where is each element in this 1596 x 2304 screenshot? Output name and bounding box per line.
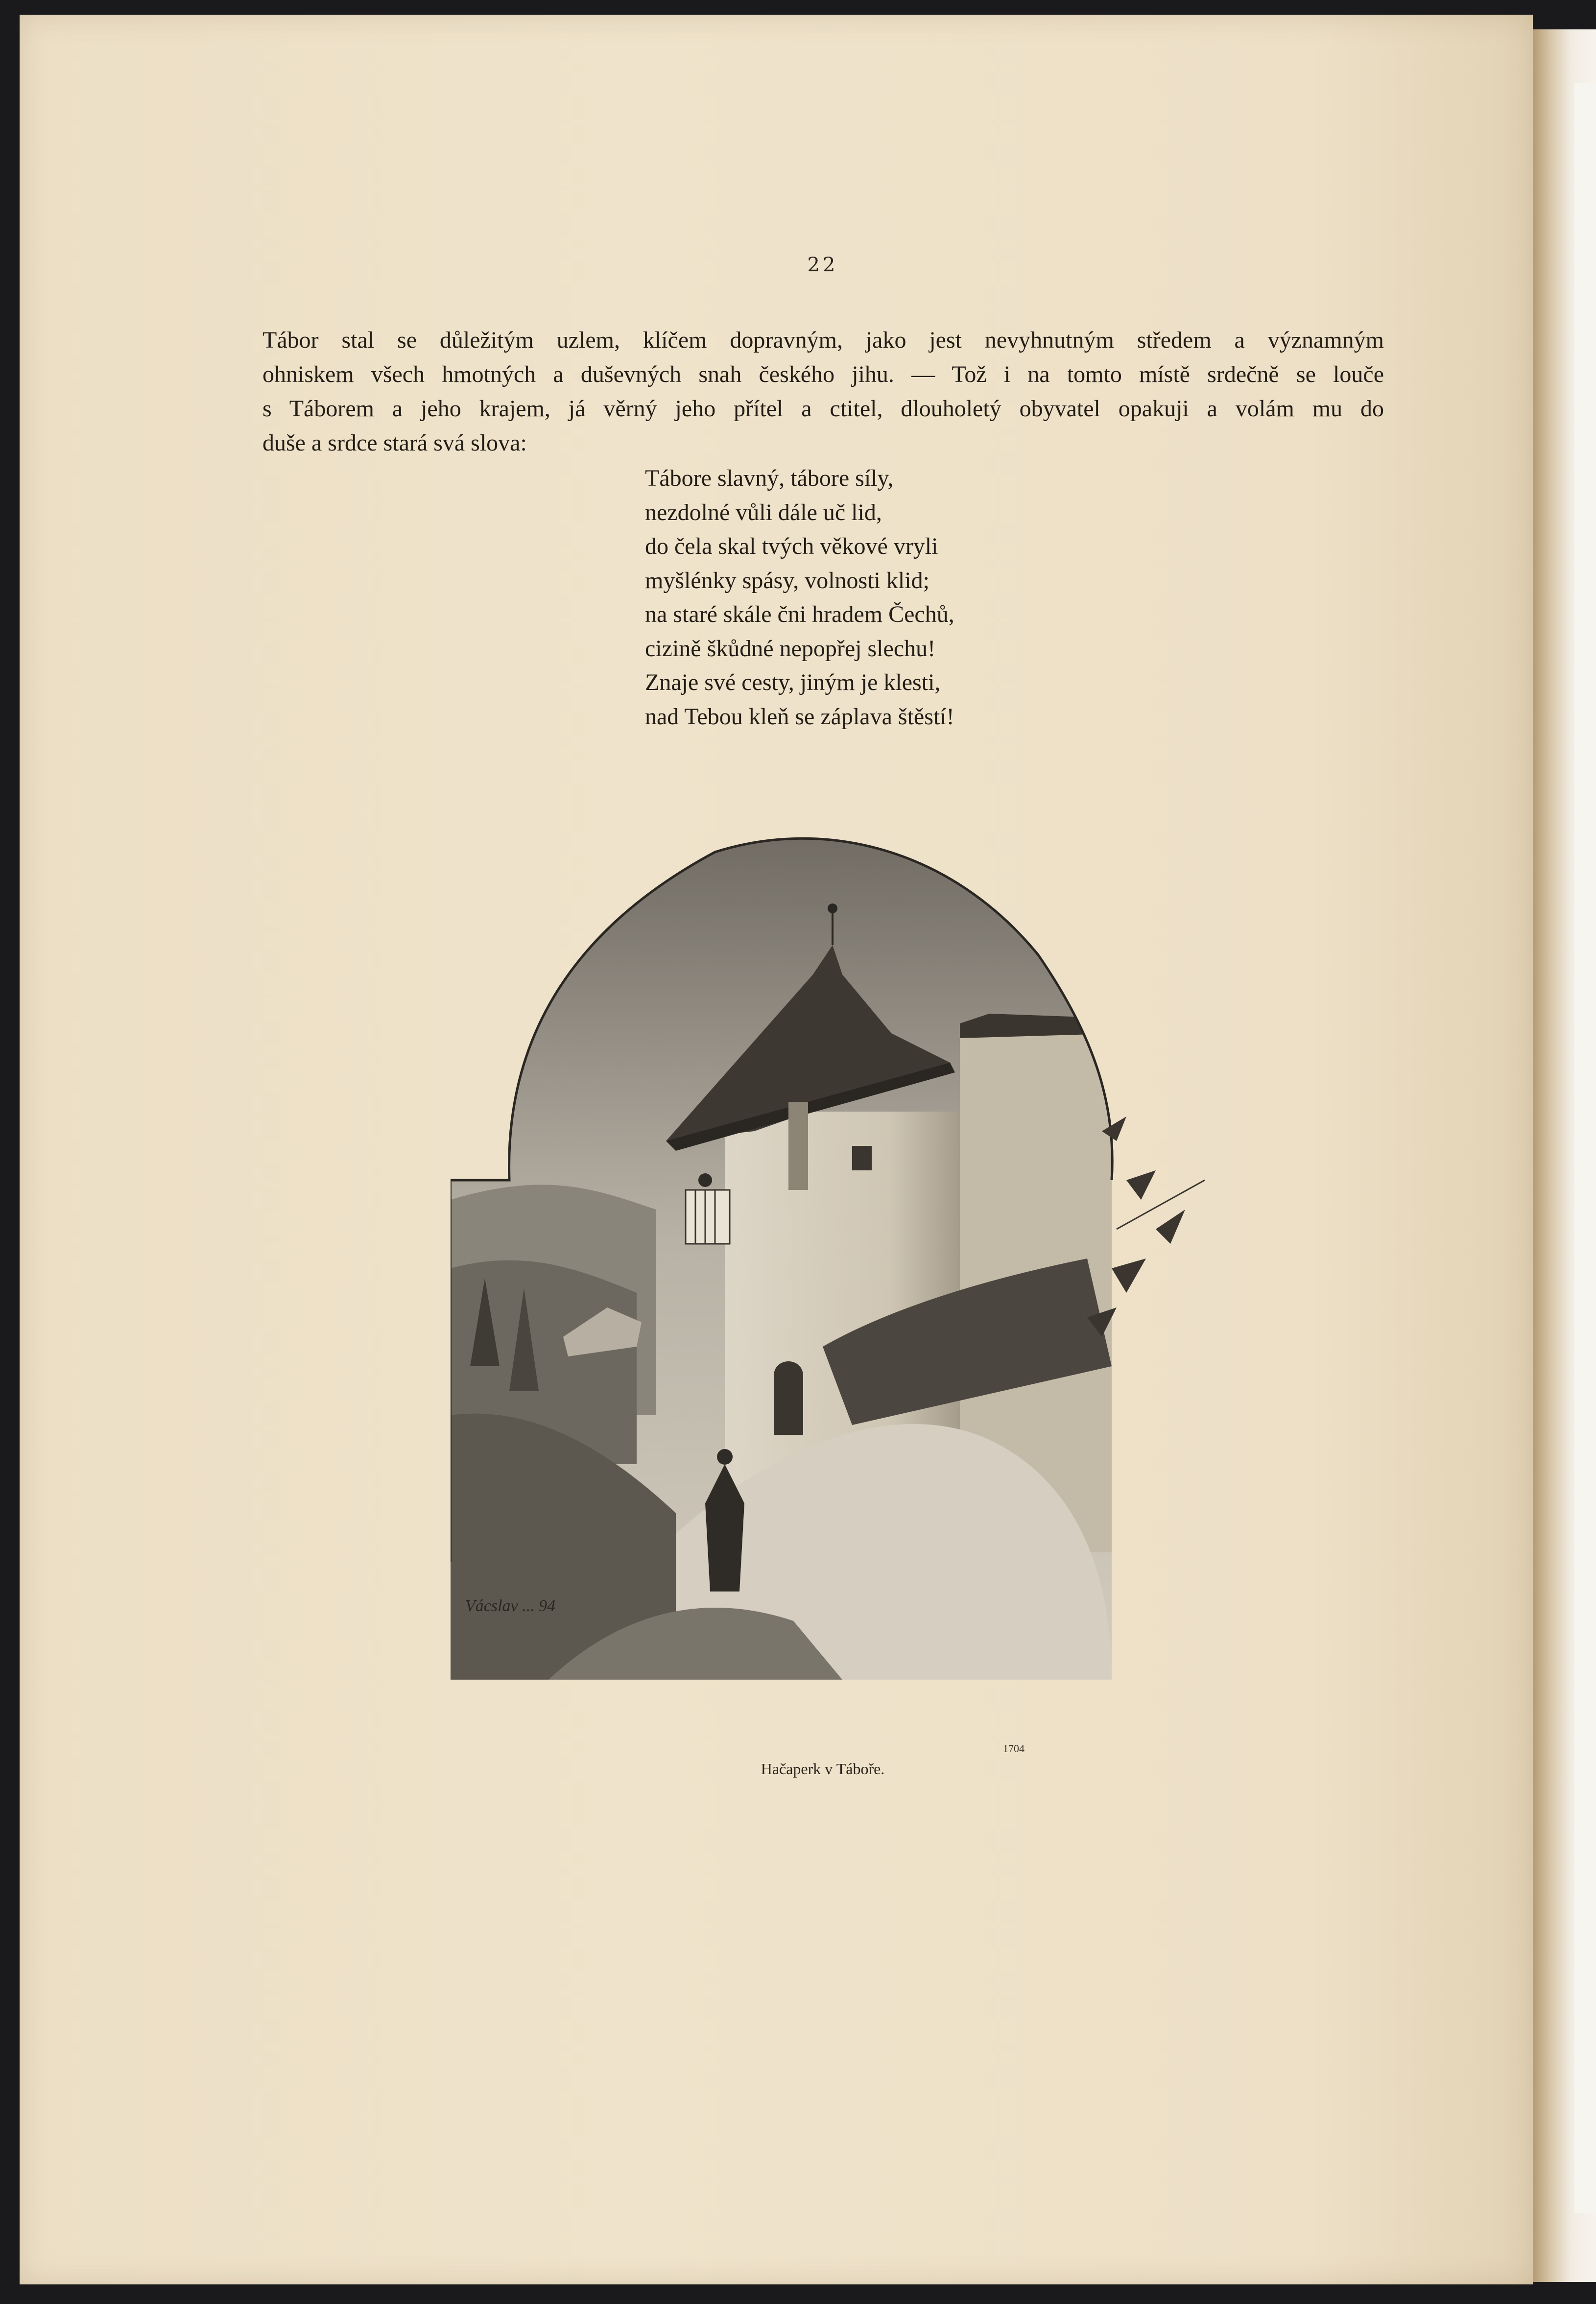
hacaperk-engraving bbox=[451, 828, 1215, 1748]
prose-line: Tábor stal se důležitým uzlem, klíčem dopravným, jako jest nevyhnutným středem a významným bbox=[262, 327, 1384, 353]
poem-line: na staré skále čni hradem Čechů, bbox=[645, 601, 954, 627]
prose-line: s Táborem a jeho krajem, já věrný jeho přítel a ctitel, dlouholetý obyvatel opakuji a volám mu do bbox=[262, 396, 1384, 422]
prose-line: duše a srdce stará svá slova: bbox=[262, 430, 527, 456]
poem-line: myšlénky spásy, volnosti klid; bbox=[645, 567, 929, 594]
poem-line: cizině škůdné nepopřej slechu! bbox=[645, 635, 936, 662]
adjacent-page-strip bbox=[1574, 83, 1596, 2213]
poem-line: nezdolné vůli dále uč lid, bbox=[645, 499, 882, 525]
poem-line: Znaje své cesty, jiným je klesti, bbox=[645, 669, 941, 695]
prose-paragraph bbox=[262, 323, 1384, 460]
prose-line: ohniskem všech hmotných a duševných snah českého jihu. — Tož i na tomto místě srdečně se louče bbox=[262, 361, 1384, 387]
page-number: 22 bbox=[807, 254, 838, 276]
illustration-caption: Hačaperk v Táboře. bbox=[761, 1760, 885, 1778]
plate-number: 1704 bbox=[1003, 1742, 1024, 1755]
poem-line: Tábore slavný, tábore síly, bbox=[645, 465, 894, 491]
poem-line: nad Tebou kleň se záplava štěstí! bbox=[645, 703, 954, 730]
poem-stanza bbox=[645, 461, 1135, 734]
artist-signature: Vácslav ... 94 bbox=[465, 1597, 556, 1615]
poem-line: do čela skal tvých věkové vryli bbox=[645, 533, 938, 559]
